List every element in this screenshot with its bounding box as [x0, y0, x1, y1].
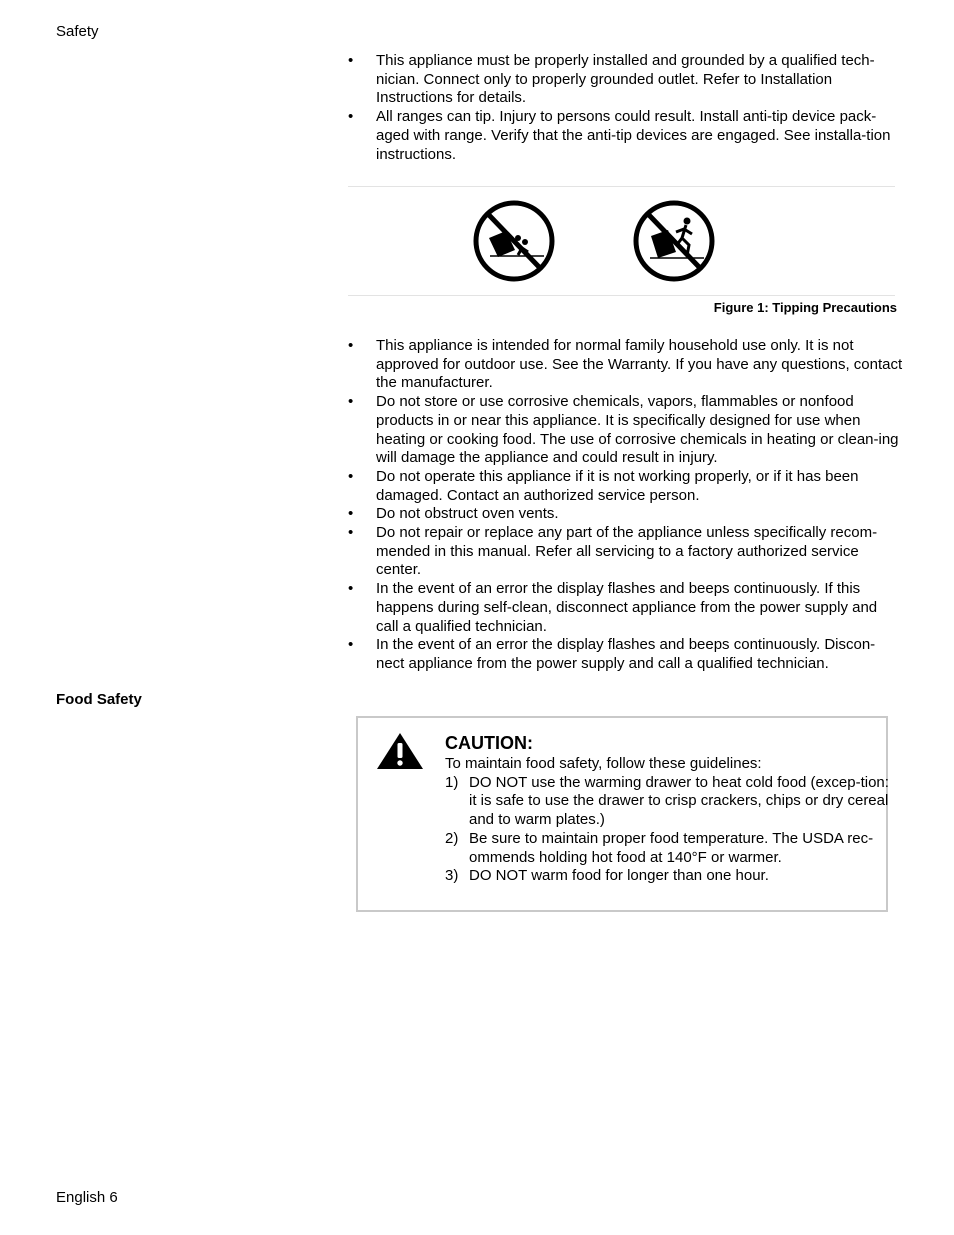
page-footer: English 6	[56, 1189, 118, 1206]
bullet-marker: •	[348, 524, 354, 542]
safety-instructions-list-1	[348, 52, 903, 164]
no-tipping-range-child-icon	[472, 198, 556, 284]
list-item-text: Do not repair or replace any part of the appliance unless specifically recom-mended in this manual. Refer all servicing to a factory authorized service center.	[376, 524, 878, 579]
caution-content	[445, 732, 890, 886]
list-item	[445, 830, 890, 867]
figure-caption: Figure 1: Tipping Precautions	[713, 300, 897, 315]
list-item-text: DO NOT use the warming drawer to heat cold food (excep-tion: it is safe to use the drawer to crisp crackers, chips or dry cereal and to warm plates.)	[469, 773, 889, 829]
page-header-section: Safety	[56, 23, 99, 40]
list-item-text: In the event of an error the display flashes and beeps continuously. Discon-nect appliance from the power supply and call a qualified technician.	[376, 636, 876, 672]
list-item	[445, 867, 890, 886]
list-item	[445, 774, 890, 830]
list-item	[348, 337, 903, 393]
caution-title: CAUTION:	[445, 733, 533, 753]
caution-intro: To maintain food safety, follow these guidelines:	[445, 755, 762, 772]
list-item-text: All ranges can tip. Injury to persons could result. Install anti-tip device pack-aged with range. Verify that the anti-tip devices are engaged. See installa-tion instructions.	[376, 108, 891, 163]
bullet-marker: •	[348, 636, 354, 654]
list-item-text: In the event of an error the display flashes and beeps continuously. If this happens during self-clean, disconnect appliance from the power supply and call a qualified technician.	[376, 580, 878, 635]
warning-triangle-icon	[376, 732, 424, 770]
figure-top-rule	[348, 186, 895, 187]
list-item	[348, 636, 903, 673]
list-item	[348, 393, 903, 468]
list-item	[348, 108, 903, 164]
list-item-text: DO NOT warm food for longer than one hour.	[469, 867, 769, 885]
safety-instructions-list-2	[348, 337, 903, 674]
list-item-number: 1)	[445, 773, 459, 791]
list-item-text: Do not operate this appliance if it is not working properly, or if it has been damaged. Contact an authorized service person.	[376, 467, 859, 504]
figure-bottom-rule	[348, 295, 895, 296]
list-item-number: 2)	[445, 829, 459, 847]
list-item-text: This appliance must be properly installed and grounded by a qualified tech-nician. Connect only to properly grounded outlet. Refer to Installation Instructions for details.	[376, 52, 875, 107]
bullet-marker: •	[348, 467, 354, 485]
list-item	[348, 52, 903, 108]
bullet-marker: •	[348, 337, 354, 354]
no-climbing-on-door-icon	[632, 198, 716, 284]
food-safety-heading: Food Safety	[56, 691, 142, 708]
bullet-marker: •	[348, 580, 354, 598]
bullet-marker: •	[348, 505, 354, 523]
list-item-text: Do not store or use corrosive chemicals, vapors, flammables or nonfood products in or near this appliance. It is specifically designed for use when heating or cooking food. The use of corrosive chemicals in heating or clean-ing will damage the appliance and could result in injury.	[376, 393, 899, 467]
caution-guidelines-list	[445, 774, 890, 886]
list-item-text: This appliance is intended for normal family household use only. It is not approved for outdoor use. See the Warranty. If you have any questions, contact the manufacturer.	[376, 337, 903, 392]
bullet-marker: •	[348, 108, 354, 126]
list-item-number: 3)	[445, 867, 459, 885]
list-item	[348, 580, 903, 636]
bullet-marker: •	[348, 393, 354, 411]
list-item-text: Do not obstruct oven vents.	[376, 505, 559, 523]
caution-box	[356, 716, 888, 912]
list-item-text: Be sure to maintain proper food temperature. The USDA rec-ommends holding hot food at 140°F or warmer.	[469, 829, 874, 866]
bullet-marker: •	[348, 52, 354, 69]
list-item	[348, 524, 903, 580]
list-item	[348, 505, 903, 524]
list-item	[348, 468, 903, 505]
